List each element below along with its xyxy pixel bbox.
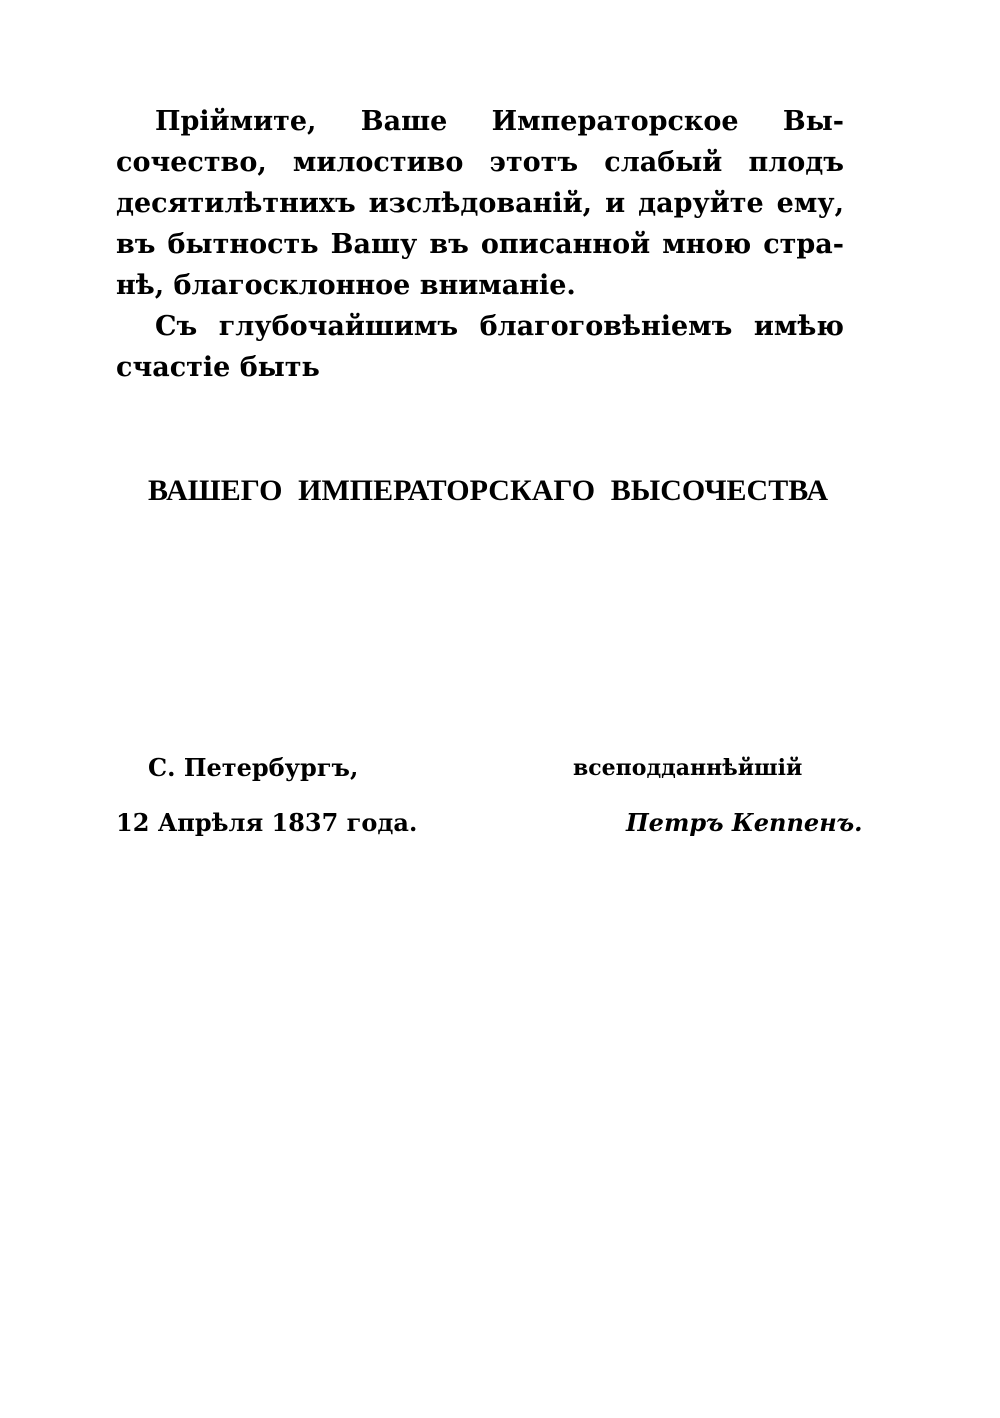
dedication-heading: ВАШЕГО ИМПЕРАТОРСКАГО ВЫСОЧЕСТВА (148, 474, 828, 507)
closing-date: 12 Апрѣля 1837 года. (116, 808, 418, 837)
body-line-4: въ бытность Вашу въ описанной мною стра- (116, 229, 844, 260)
body-line-2: сочество, милостиво этотъ слабый плодъ (116, 147, 844, 178)
closing-subscription: всеподданнѣйшій (573, 755, 803, 781)
closing-signature: Петръ Кеппенъ. (626, 808, 863, 837)
body-line-1: Пріймите, Ваше Императорское Вы- (155, 106, 844, 137)
closing-place: С. Петербургъ, (148, 753, 359, 782)
body-line-3: десятилѣтнихъ изслѣдованій, и даруйте ему, (116, 188, 844, 219)
body-line-7: счастіе быть (116, 352, 320, 383)
body-line-5: нѣ, благосклонное вниманіе. (116, 270, 576, 301)
body-line-6: Съ глубочайшимъ благоговѣніемъ имѣю (155, 311, 844, 342)
